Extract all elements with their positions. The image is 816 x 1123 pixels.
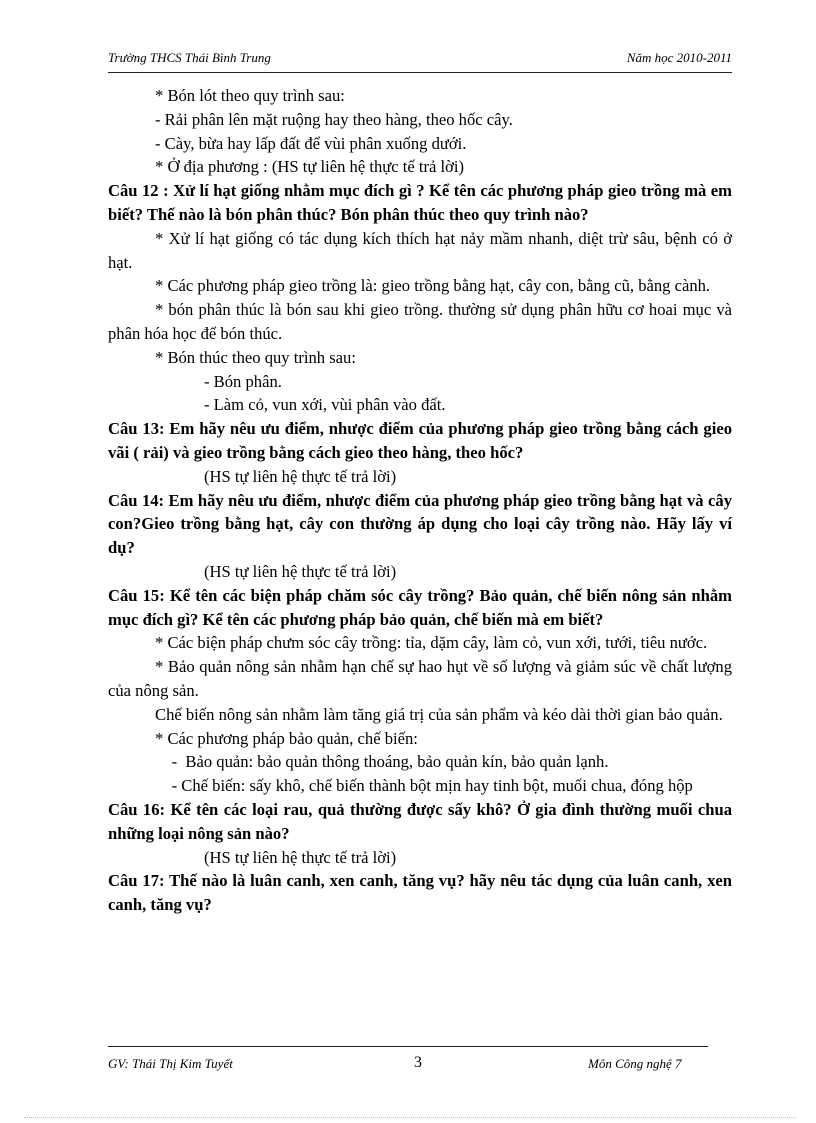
answer-paragraph: (HS tự liên hệ thực tế trả lời) — [204, 847, 397, 867]
answer-paragraph: * Xử lí hạt giống có tác dụng kích thích hạt nảy mầm nhanh, diệt trừ sâu, bệnh có ở hạt. — [108, 228, 732, 272]
question-heading: Câu 13: Em hãy nêu ưu điểm, nhược điểm của phương pháp gieo trồng bằng cách gieo vãi ( rải) và gieo trồng bằng cách gieo theo hàng, theo hốc? — [108, 419, 732, 462]
answer-paragraph: (HS tự liên hệ thực tế trả lời) — [204, 466, 397, 486]
page-number: 3 — [414, 1054, 422, 1071]
answer-paragraph: * Bảo quản nông sản nhằm hạn chế sự hao hụt về số lượng và giảm súc về chất lượng của nông sản. — [108, 657, 732, 700]
question-heading: Câu 12 : Xử lí hạt giống nhằm mục đích gì ? Kể tên các phương pháp gieo trồng mà em biết? Thế nào là bón phân thúc? Bón phân thúc theo quy trình nào? — [108, 181, 732, 224]
answer-paragraph: - Rải phân lên mặt ruộng hay theo hàng, theo hốc cây. — [155, 109, 513, 129]
question-heading: Câu 16: Kể tên các loại rau, quả thường được sấy khô? Ở gia đình thường muối chua những loại nông sản nào? — [108, 799, 732, 843]
answer-paragraph: * Các phương pháp gieo trồng là: gieo trồng bằng hạt, cây con, bằng cũ, bằng cành. — [155, 276, 711, 296]
answer-paragraph: * bón phân thúc là bón sau khi gieo trồng. thường sử dụng phân hữu cơ hoai mục và phân hóa học để bón thúc. — [108, 300, 732, 343]
answer-paragraph: * Các phương pháp bảo quản, chế biến: — [155, 728, 418, 748]
footer-teacher: GV: Thái Thị Kim Tuyết — [108, 1056, 233, 1071]
answer-paragraph: - Bón phân. — [204, 371, 282, 391]
question-heading: Câu 17: Thế nào là luân canh, xen canh, tăng vụ? hãy nêu tác dụng của luân canh, xen canh, tăng vụ? — [108, 871, 732, 915]
answer-paragraph: Chế biến nông sản nhằm làm tăng giá trị của sản phẩm và kéo dài thời gian bảo quản. — [155, 704, 723, 724]
header-school: Trường THCS Thái Bình Trung — [108, 50, 271, 65]
header-school-year: Năm học 2010-2011 — [626, 50, 732, 65]
answer-paragraph: (HS tự liên hệ thực tế trả lời) — [204, 561, 397, 581]
answer-paragraph: * Bón lót theo quy trình sau: — [155, 86, 345, 105]
answer-paragraph: - Làm cỏ, vun xới, vùi phân vào đất. — [204, 395, 446, 415]
page-footer — [108, 1046, 708, 1073]
document-body — [108, 84, 732, 917]
answer-paragraph: * Ở địa phương : (HS tự liên hệ thực tế trả lời) — [155, 157, 465, 177]
page-header — [108, 50, 732, 73]
question-heading: Câu 15: Kể tên các biện pháp chăm sóc cây trồng? Bảo quản, chế biến nông sản nhằm mục đích gì? Kể tên các phương pháp bảo quản, chế biến mà em biết? — [108, 585, 732, 629]
footer-subject: Môn Công nghệ 7 — [588, 1056, 682, 1071]
answer-paragraph: - Cày, bừa hay lấp đất để vùi phân xuống dưới. — [155, 133, 467, 153]
answer-paragraph: * Bón thúc theo quy trình sau: — [155, 347, 356, 367]
answer-paragraph: * Các biện pháp chưm sóc cây trồng: tỉa, dặm cây, làm cỏ, vun xới, tưới, tiêu nước. — [155, 633, 708, 653]
question-heading: Câu 14: Em hãy nêu ưu điểm, nhược điểm của phương pháp gieo trồng bằng hạt và cây con?Gieo trồng bằng hạt, cây con thường áp dụng cho loại cây trồng nào. Hãy lấy ví dụ? — [108, 490, 732, 558]
page-bottom-divider — [24, 1117, 796, 1118]
answer-paragraph: - Bảo quản: bảo quản thông thoáng, bảo quản kín, bảo quản lạnh. — [155, 752, 609, 772]
answer-paragraph: - Chế biến: sấy khô, chế biến thành bột mịn hay tinh bột, muối chua, đóng hộp — [155, 776, 693, 796]
